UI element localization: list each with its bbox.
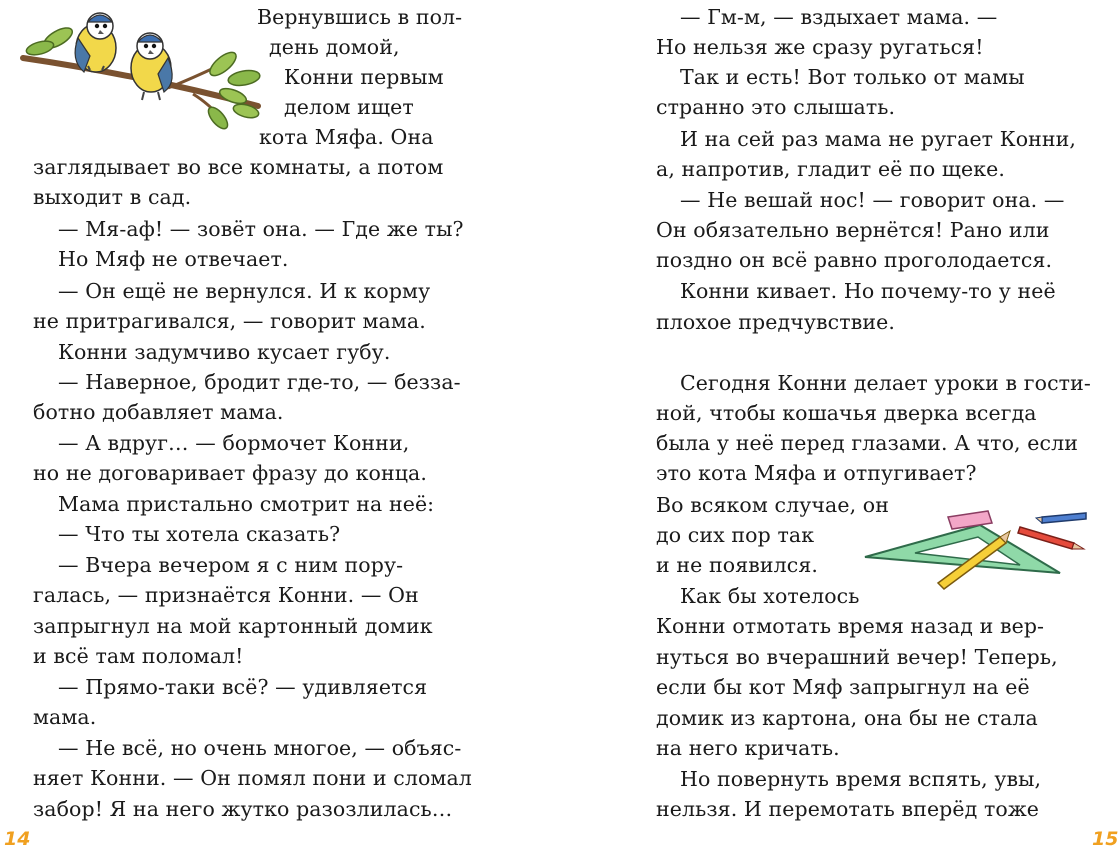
text-line: — Прямо-таки всё? — удивляется — [58, 675, 428, 699]
text-line: Так и есть! Вот только от мамы — [680, 65, 1025, 89]
text-line: а, напротив, гладит её по щеке. — [656, 157, 1006, 181]
text-line: — Вчера вечером я с ним пору- — [58, 553, 404, 577]
text-line: нельзя. И перемотать вперёд тоже — [656, 797, 1040, 821]
text-line: домик из картона, она бы не стала — [656, 706, 1038, 730]
text-line: — Не вешай нос! — говорит она. — — [680, 188, 1065, 212]
text-line: это кота Мяфа и отпугивает? — [656, 461, 977, 485]
text-line: плохое предчувствие. — [656, 310, 895, 334]
text-line: день домой, — [269, 35, 400, 59]
text-line: Конни отмотать время назад и вер- — [656, 614, 1045, 638]
text-line: Мама пристально смотрит на неё: — [58, 492, 435, 516]
text-line: Конни задумчиво кусает губу. — [58, 340, 391, 364]
text-line: Во всяком случае, он — [656, 493, 890, 517]
text-line: и всё там поломал! — [33, 644, 244, 668]
text-line: на него кричать. — [656, 736, 840, 760]
text-line: была у неё перед глазами. А что, если — [656, 431, 1078, 455]
birds-on-branch-illustration — [18, 8, 263, 133]
text-line: запрыгнул на мой картонный домик — [33, 614, 433, 638]
text-line: Как бы хотелось — [680, 584, 860, 608]
text-line: если бы кот Мяф запрыгнул на её — [656, 675, 1030, 699]
text-line: — Он ещё не вернулся. И к корму — [58, 279, 431, 303]
text-line: Вернувшись в пол- — [257, 5, 463, 29]
text-line: мама. — [33, 705, 97, 729]
text-line: забор! Я на него жутко разозлилась… — [33, 797, 453, 821]
text-line: няет Конни. — Он помял пони и сломал — [33, 766, 472, 790]
text-line: — Что ты хотела сказать? — [58, 522, 341, 546]
text-line: — Не всё, но очень многое, — объяс- — [58, 736, 462, 760]
text-line: Конни кивает. Но почему-то у неё — [680, 279, 1056, 303]
page-number-left: 14 — [4, 828, 31, 850]
text-line: заглядывает во все комнаты, а потом — [33, 155, 444, 179]
text-line: — А вдруг… — бормочет Конни, — [58, 431, 410, 455]
page-number-right: 15 — [1092, 828, 1119, 850]
text-line: странно это слышать. — [656, 95, 896, 119]
text-line: Но Мяф не отвечает. — [58, 247, 289, 271]
text-line: выходит в сад. — [33, 185, 192, 209]
text-line: галась, — признаётся Конни. — Он — [33, 583, 419, 607]
text-line: но не договаривает фразу до конца. — [33, 461, 427, 485]
text-line: — Наверное, бродит где-то, — безза- — [58, 370, 461, 394]
text-line: И на сей раз мама не ругает Конни, — [680, 127, 1077, 151]
text-line: и не появился. — [656, 553, 818, 577]
text-line: Сегодня Конни делает уроки в гости- — [680, 371, 1091, 395]
text-line: поздно он всё равно проголодается. — [656, 248, 1053, 272]
text-line: не притрагивался, — говорит мама. — [33, 309, 426, 333]
text-line: Но нельзя же сразу ругаться! — [656, 35, 984, 59]
text-line: — Гм-м, — вздыхает мама. — — [680, 5, 998, 29]
text-line: до сих пор так — [656, 523, 815, 547]
right-page — [560, 0, 1120, 858]
school-supplies-illustration — [860, 505, 1090, 590]
text-line: Он обязательно вернётся! Рано или — [656, 218, 1050, 242]
text-line: нуться во вчерашний вечер! Теперь, — [656, 645, 1058, 669]
text-line: делом ищет — [284, 95, 414, 119]
text-line: ной, чтобы кошачья дверка всегда — [656, 401, 1037, 425]
text-line: — Мя-аф! — зовёт она. — Где же ты? — [58, 217, 464, 241]
text-line: Но повернуть время вспять, увы, — [680, 767, 1042, 791]
text-line: ботно добавляет мама. — [33, 400, 284, 424]
text-line: Конни первым — [284, 65, 444, 89]
text-line: кота Мяфа. Она — [259, 125, 434, 149]
